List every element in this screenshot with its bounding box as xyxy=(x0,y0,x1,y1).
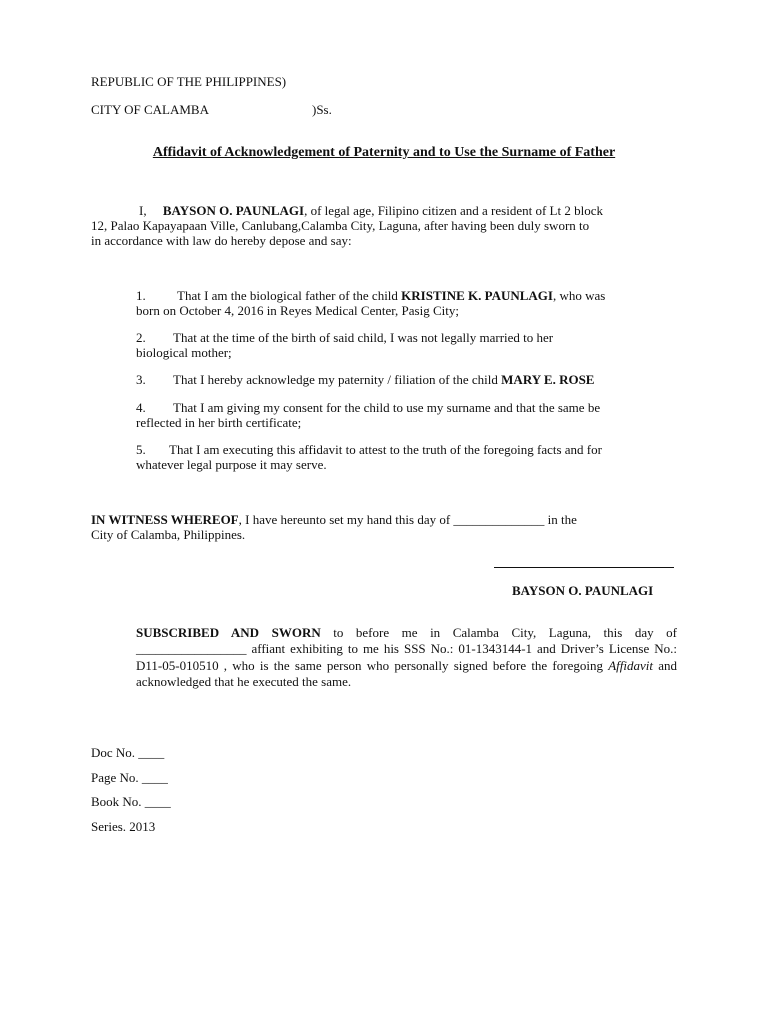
affidavit-word: Affidavit xyxy=(608,657,653,673)
affiant-name: BAYSON O. PAUNLAGI xyxy=(162,203,305,218)
item-1-number: 1. xyxy=(136,288,146,303)
witness-line-2: City of Calamba, Philippines. xyxy=(91,527,246,542)
header-ss: )Ss. xyxy=(312,102,332,117)
witness-line-1: IN WITNESS WHEREOF, I have hereunto set my hand this day of ______________ in the xyxy=(91,512,577,527)
item-1-text: That I am the biological father of the child KRISTINE K. PAUNLAGI, who was xyxy=(177,288,606,303)
header-republic: REPUBLIC OF THE PHILIPPINES) xyxy=(91,74,287,89)
header-city: CITY OF CALAMBA xyxy=(91,102,209,117)
intro-text: , of legal age, Filipino citizen and a resident of Lt 2 block xyxy=(304,203,603,218)
series-year: Series. 2013 xyxy=(91,819,156,834)
jurat-paragraph: SUBSCRIBED AND SWORN to before me in Calamba City, Laguna, this day of _________________ affiant exhibiting to me his SSS No.: 01-1343144-1 and Driver’s License No.: D11-05-010510 , who is the same person who personally signed before the foregoing Affidavit and acknowledged that he executed the same. xyxy=(136,625,678,689)
intro-line-3: in accordance with law do hereby depose and say: xyxy=(91,233,352,248)
child-name-2: MARY E. ROSE xyxy=(501,372,595,387)
child-name: KRISTINE K. PAUNLAGI xyxy=(401,288,553,303)
item-2-number: 2. xyxy=(136,330,146,345)
item-2-text: That at the time of the birth of said child, I was not legally married to her xyxy=(173,330,554,345)
jurat-heading: SUBSCRIBED AND SWORN xyxy=(136,625,321,640)
book-number: Book No. ____ xyxy=(91,794,171,809)
item-5-line-2: whatever legal purpose it may serve. xyxy=(136,457,327,472)
item-4-number: 4. xyxy=(136,400,146,415)
intro-line-2: 12, Palao Kapayapaan Ville, Canlubang,Calamba City, Laguna, after having been duly sworn to xyxy=(91,218,590,233)
intro-prefix: I, xyxy=(139,203,150,218)
item-5-text: That I am executing this affidavit to attest to the truth of the foregoing facts and for xyxy=(169,442,602,457)
signature-line xyxy=(494,553,674,568)
intro-line-1 xyxy=(139,203,603,219)
page-number: Page No. ____ xyxy=(91,770,168,785)
item-3-number: 3. xyxy=(136,372,146,387)
item-4-text: That I am giving my consent for the child to use my surname and that the same be xyxy=(173,400,601,415)
doc-number: Doc No. ____ xyxy=(91,745,165,760)
document-title: Affidavit of Acknowledgement of Paternity and to Use the Surname of Father xyxy=(152,145,616,160)
witness-heading: IN WITNESS WHEREOF xyxy=(91,512,239,527)
item-5-number: 5. xyxy=(136,442,146,457)
item-1-line-2: born on October 4, 2016 in Reyes Medical Center, Pasig City; xyxy=(136,303,459,318)
signature-name: BAYSON O. PAUNLAGI xyxy=(512,583,654,598)
item-3-text: That I hereby acknowledge my paternity / filiation of the child MARY E. ROSE xyxy=(173,372,595,387)
item-4-line-2: reflected in her birth certificate; xyxy=(136,415,302,430)
item-2-line-2: biological mother; xyxy=(136,345,232,360)
